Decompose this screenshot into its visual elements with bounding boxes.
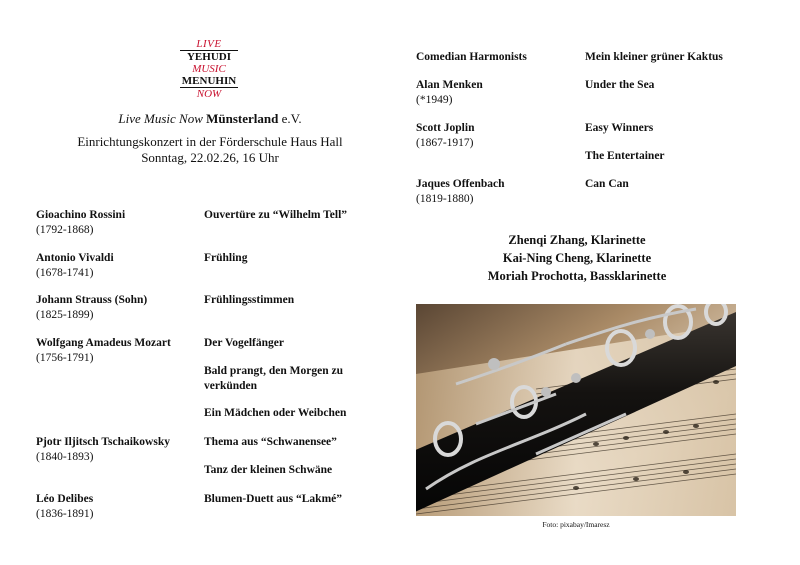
composer-name: Léo Delibes [36, 493, 94, 505]
composer-years: (1792-1868) [36, 224, 94, 236]
event-title: Einrichtungskonzert in der Förderschule Haus Hall [77, 134, 343, 149]
composer-entry [36, 293, 147, 323]
composer-entry [36, 336, 171, 366]
composer-years: (1836-1891) [36, 508, 94, 520]
work-title: Frühling [204, 252, 248, 264]
composer-entry [416, 121, 474, 151]
composer-name: Johann Strauss (Sohn) [36, 294, 148, 306]
work-title: Easy Winners [585, 122, 654, 134]
performer: Zhenqi Zhang, Klarinette [508, 233, 646, 247]
work-title: Tanz der kleinen Schwäne [204, 464, 333, 476]
work-title: Frühlingsstimmen [204, 294, 295, 306]
composer-name: Comedian Harmonists [416, 51, 527, 63]
work-title: Der Vogelfänger [204, 337, 284, 349]
work-title: Ein Mädchen oder Weibchen [204, 407, 347, 419]
logo-menuhin: MENUHIN [181, 75, 237, 87]
composer-years: (1678-1741) [36, 267, 94, 279]
composer-years: (1867-1917) [416, 137, 474, 149]
work-title: The Entertainer [585, 150, 665, 162]
work-title: Under the Sea [585, 79, 655, 91]
org-suffix: e.V. [281, 111, 302, 126]
composer-name: Pjotr Iljitsch Tschaikowsky [36, 436, 170, 448]
composer-years: (1840-1893) [36, 451, 94, 463]
live-music-now-logo [176, 38, 242, 98]
org-italic: Live Music Now [118, 111, 203, 126]
work-title: Mein kleiner grüner Kaktus [585, 51, 723, 63]
clarinet-photo [416, 304, 736, 516]
logo-band [180, 50, 238, 88]
composer-name: Gioachino Rossini [36, 209, 126, 221]
composer-name: Wolfgang Amadeus Mozart [36, 337, 171, 349]
composer-entry [416, 78, 483, 108]
composer-years: (1825-1899) [36, 309, 94, 321]
performer: Kai-Ning Cheng, Klarinette [502, 251, 652, 265]
logo-music: MUSIC [192, 63, 226, 75]
composer-years: (1819-1880) [416, 193, 474, 205]
composer-entry [36, 251, 114, 281]
work-title: Thema aus “Schwanensee” [204, 436, 337, 448]
work-title: Can Can [585, 178, 629, 190]
composer-years: (*1949) [416, 94, 453, 106]
composer-name: Jaques Offenbach [416, 178, 505, 190]
composer-name: Antonio Vivaldi [36, 252, 114, 264]
composer-entry [416, 50, 527, 65]
logo-live: LIVE [196, 38, 222, 50]
composer-name: Scott Joplin [416, 122, 475, 134]
work-title: Ouvertüre zu “Wilhelm Tell” [204, 209, 348, 221]
composer-entry [36, 492, 94, 522]
org-bold: Münsterland [206, 111, 279, 126]
composer-entry [416, 177, 505, 207]
logo-now: NOW [196, 88, 222, 100]
composer-name: Alan Menken [416, 79, 483, 91]
performer: Moriah Prochotta, Bassklarinette [487, 269, 667, 283]
work-title: Bald prangt, den Morgen zu verkünden [204, 365, 343, 392]
photo-credit: Foto: pixabay/Imaresz [542, 520, 610, 529]
composer-entry [36, 435, 170, 465]
event-date: Sonntag, 22.02.26, 16 Uhr [141, 150, 279, 165]
organization-name [60, 111, 360, 127]
work-title: Blumen-Duett aus “Lakmé” [204, 493, 343, 505]
clarinet-illustration [416, 304, 736, 516]
logo-yehudi: YEHUDI [186, 51, 231, 63]
composer-entry [36, 208, 125, 238]
composer-years: (1756-1791) [36, 352, 94, 364]
